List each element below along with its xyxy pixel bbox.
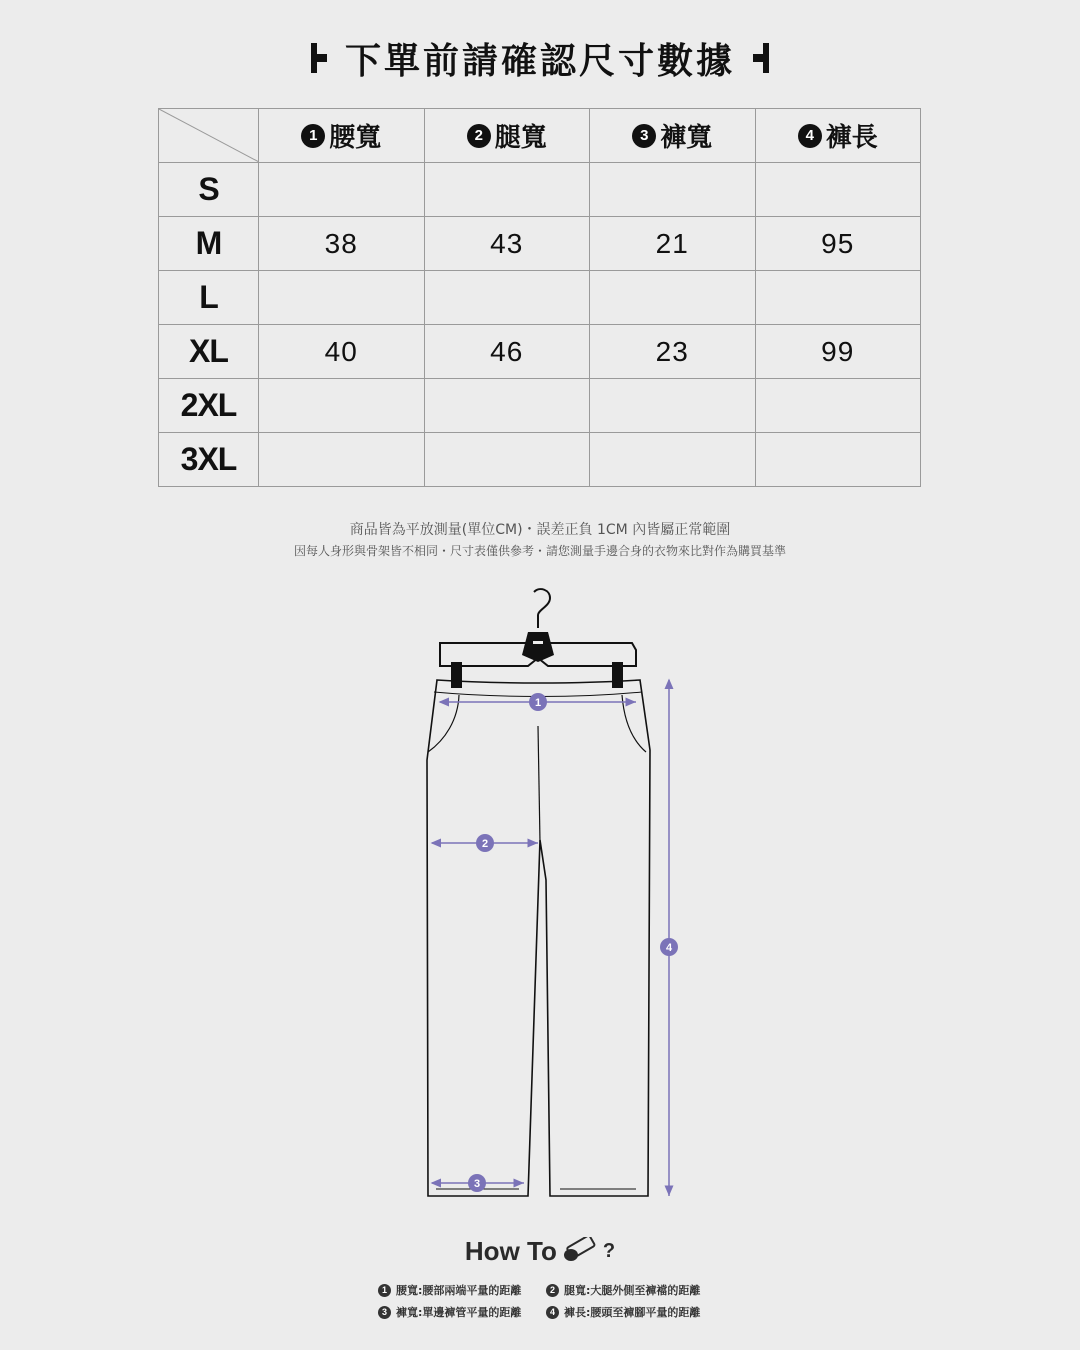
ruler-icon [561, 1237, 599, 1267]
size-label: 3XL [159, 433, 259, 487]
legend-text: 腿寬:大腿外側至褲襠的距離 [564, 1284, 701, 1297]
marker-3-icon: 3 [632, 124, 656, 148]
measurement-legend [378, 1282, 718, 1320]
right-clip [612, 662, 623, 688]
legend-text: 褲長:腰頭至褲腳平量的距離 [564, 1306, 701, 1319]
header-label: 褲寬 [660, 123, 713, 153]
page-title: 下單前請確認尺寸數據 [344, 40, 735, 82]
size-label: L [159, 271, 259, 325]
hanger-center [522, 632, 554, 662]
legend-item [546, 1304, 714, 1320]
left-clip [451, 662, 462, 688]
header-label: 褲長 [825, 123, 878, 153]
legend-marker: 4 [546, 1306, 559, 1319]
hanger-hook [534, 589, 550, 628]
value-cell: 40 [259, 325, 425, 379]
size-label: M [159, 217, 259, 271]
marker-4-label: 4 [665, 942, 673, 954]
legend-marker: 2 [546, 1284, 559, 1297]
value-cell: 99 [755, 325, 921, 379]
legend-item [378, 1304, 546, 1320]
size-label: S [159, 163, 259, 217]
legend-marker: 1 [378, 1284, 391, 1297]
size-label: XL [159, 325, 259, 379]
value-cell: 23 [590, 325, 756, 379]
size-label: 2XL [159, 379, 259, 433]
value-cell: 21 [590, 217, 756, 271]
legend-item [546, 1282, 714, 1298]
measurement-note: 商品皆為平放測量(單位CM)・誤差正負 1CM 內皆屬正常範圍 [349, 522, 731, 538]
legend-text: 腰寬:腰部兩端平量的距離 [396, 1284, 522, 1297]
marker-3-label: 3 [473, 1178, 481, 1190]
value-cell: 95 [755, 217, 921, 271]
marker-4-icon: 4 [798, 124, 822, 148]
marker-2-icon: 2 [467, 124, 491, 148]
value-cell: 46 [424, 325, 590, 379]
how-to-heading [0, 1236, 1080, 1267]
legend-item [378, 1282, 546, 1298]
how-to-question: ? [602, 1240, 616, 1262]
how-to-text: How To [464, 1236, 557, 1266]
marker-2-label: 2 [481, 838, 489, 850]
legend-marker: 3 [378, 1306, 391, 1319]
legend-text: 褲寬:單邊褲管平量的距離 [396, 1306, 522, 1319]
header-label: 腰寬 [329, 123, 382, 153]
marker-1-icon: 1 [301, 124, 325, 148]
header-label: 腿寬 [494, 123, 547, 153]
reference-note: 因每人身形與骨架皆不相同・尺寸表僅供參考・請您測量手邊合身的衣物來比對作為購買基準 [293, 544, 786, 558]
marker-1-label: 1 [534, 697, 542, 709]
value-cell: 38 [259, 217, 425, 271]
value-cell: 43 [424, 217, 590, 271]
